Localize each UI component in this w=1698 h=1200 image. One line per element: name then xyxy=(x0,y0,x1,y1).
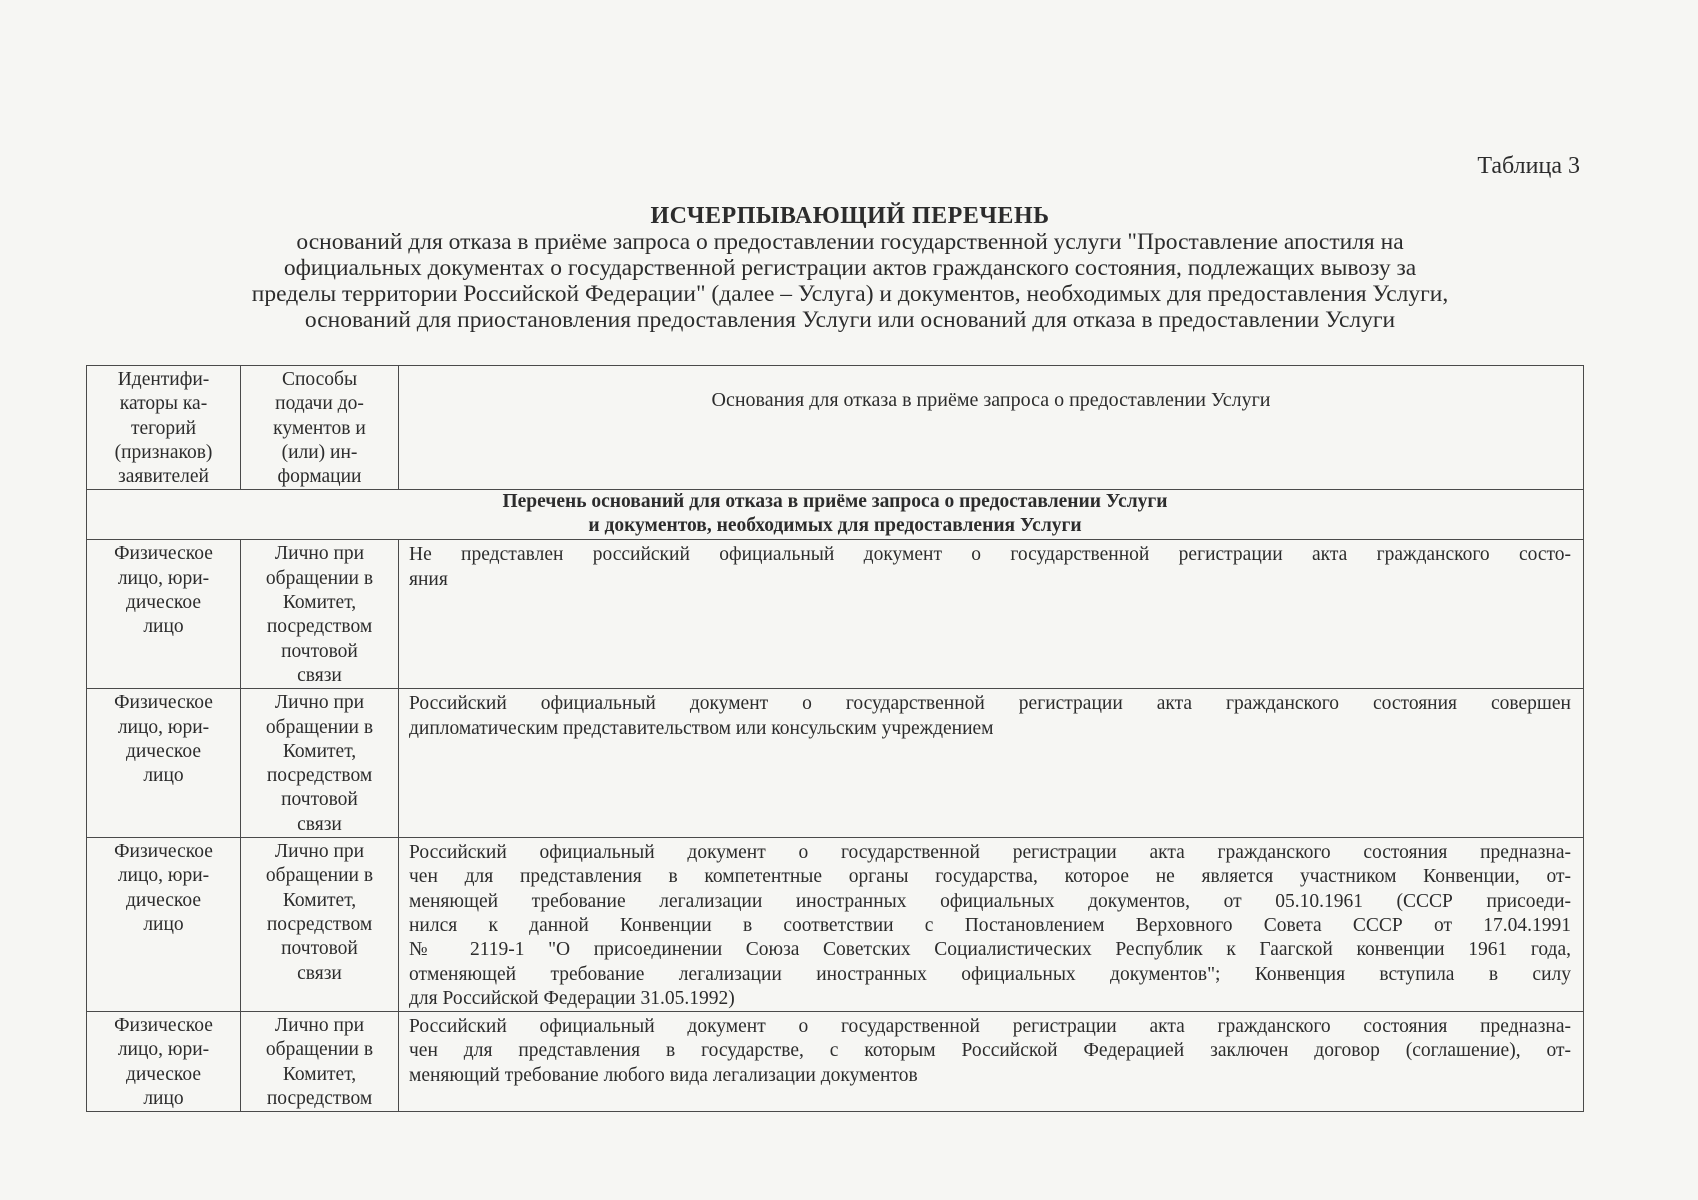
method-text: посредством xyxy=(266,616,373,638)
table-header-row xyxy=(87,366,1584,490)
header-text: Идентифи- xyxy=(117,369,210,390)
reason-text: меняющей требование легализации иностранных официальных документов, от 05.10.1961 (СССР присоеди- xyxy=(409,890,1571,912)
header-text: (признаков) xyxy=(114,441,213,463)
reason-text: для Российской Федерации 31.05.1992) xyxy=(409,987,735,1009)
method-text: Комитет, xyxy=(282,740,357,762)
reason-text: Российский официальный документ о государственной регистрации акта гражданского состояния совершен xyxy=(409,693,1571,715)
applicant-text: Физическое xyxy=(114,841,213,863)
subtitle-line: оснований для отказа в приёме запроса о предоставлении государственной услуги "Проставление апостиля на xyxy=(296,229,1404,255)
applicant-text: дическое xyxy=(125,889,202,911)
applicant-cell xyxy=(87,689,241,838)
header-text: Способы xyxy=(281,369,358,390)
applicant-text: лицо xyxy=(143,913,184,935)
method-text: обращении в xyxy=(265,865,374,887)
applicant-text: Физическое xyxy=(114,543,213,565)
table-row xyxy=(87,1012,1584,1112)
reason-text: чен для представления в государстве, с которым Российской Федерацией заключен договор (соглашение), от- xyxy=(409,1040,1571,1062)
reason-text: дипломатическим представительством или консульским учреждением xyxy=(409,717,994,739)
section-header-text: и документов, необходимых для предоставления Услуги xyxy=(588,515,1082,537)
subtitle-line: оснований для приостановления предоставления Услуги или оснований для отказа в предоставлении Услуги xyxy=(304,307,1396,333)
applicant-text: лицо xyxy=(143,1088,184,1110)
header-text: заявителей xyxy=(118,466,209,488)
section-header-cell xyxy=(87,490,1584,540)
reason-text: № 2119-1 "О присоединении Союза Советских Социалистических Республик к Гаагской конвенции 1961 года, xyxy=(409,939,1571,961)
method-text: обращении в xyxy=(265,1039,374,1061)
method-text: почтовой xyxy=(281,938,358,960)
method-cell xyxy=(241,689,399,838)
applicant-cell xyxy=(87,1012,241,1112)
table-row xyxy=(87,838,1584,1012)
method-text: посредством xyxy=(266,913,373,935)
header-applicant-cell xyxy=(87,366,241,490)
reason-cell xyxy=(399,838,1584,1012)
applicant-text: лицо xyxy=(143,765,184,787)
subtitle-line: пределы территории Российской Федерации" (далее – Услуга) и документов, необходимых для предоставления Услуги, xyxy=(251,281,1449,307)
reason-cell xyxy=(399,1012,1584,1112)
reason-text: чен для представления в компетентные органы государства, которое не является участником Конвенции, от- xyxy=(409,866,1571,888)
method-text: почтовой xyxy=(281,640,358,662)
method-text: почтовой xyxy=(281,789,358,811)
applicant-text: дическое xyxy=(125,1063,202,1085)
method-text: посредством xyxy=(266,1088,373,1110)
applicant-text: лицо, юри- xyxy=(117,865,210,887)
method-text: Комитет, xyxy=(282,592,357,614)
section-header-text: Перечень оснований для отказа в приёме запроса о предоставлении Услуги xyxy=(502,491,1168,513)
method-cell xyxy=(241,1012,399,1112)
subtitle-line: официальных документах о государственной регистрации актов гражданского состояния, подлежащих вывозу за xyxy=(283,255,1417,281)
applicant-text: лицо xyxy=(143,616,184,638)
method-text: Лично при xyxy=(274,692,365,714)
section-header-row xyxy=(87,490,1584,540)
reason-text: Не представлен российский официальный документ о государственной регистрации акта гражданского состо- xyxy=(409,544,1571,566)
method-text: Комитет, xyxy=(282,889,357,911)
header-text: подачи до- xyxy=(275,393,364,415)
reason-text: нился к данной Конвенции в соответствии с Постановлением Верховного Совета СССР от 17.04.1991 xyxy=(409,914,1571,936)
method-text: Комитет, xyxy=(282,1063,357,1085)
applicant-cell xyxy=(87,838,241,1012)
method-text: обращении в xyxy=(265,716,374,738)
method-text: Лично при xyxy=(274,543,365,565)
applicant-text: Физическое xyxy=(114,692,213,714)
applicant-text: дическое xyxy=(125,740,202,762)
header-grounds-cell: Основания для отказа в приёме запроса о предоставлении Услуги xyxy=(399,366,1584,490)
reason-text: отменяющей требование легализации иностранных официальных документов"; Конвенция вступила в силу xyxy=(409,963,1571,985)
document-title: ИСЧЕРПЫВАЮЩИЙ ПЕРЕЧЕНЬ xyxy=(650,203,1050,229)
applicant-text: лицо, юри- xyxy=(117,1039,210,1061)
method-text: связи xyxy=(297,962,342,984)
applicant-text: лицо, юри- xyxy=(117,567,210,589)
reason-text: Российский официальный документ о государственной регистрации акта гражданского состояния предназна- xyxy=(409,842,1571,864)
reason-cell xyxy=(399,540,1584,689)
header-text: (или) ин- xyxy=(281,441,358,463)
method-text: Лично при xyxy=(274,841,365,863)
header-text: кументов и xyxy=(273,417,366,439)
applicant-text: лицо, юри- xyxy=(117,716,210,738)
method-text: обращении в xyxy=(265,567,374,589)
method-cell xyxy=(241,540,399,689)
applicant-text: дическое xyxy=(125,592,202,614)
header-method-cell xyxy=(241,366,399,490)
grounds-table xyxy=(86,365,1584,1112)
applicant-cell xyxy=(87,540,241,689)
applicant-text: Физическое xyxy=(114,1015,213,1037)
reason-text: яния xyxy=(409,568,448,590)
reason-text: меняющий требование любого вида легализации документов xyxy=(409,1064,918,1086)
method-cell xyxy=(241,838,399,1012)
reason-text: Российский официальный документ о государственной регистрации акта гражданского состояния предназна- xyxy=(409,1016,1571,1038)
method-text: связи xyxy=(297,813,342,835)
header-text: тегорий xyxy=(130,417,197,439)
header-text: формации xyxy=(277,466,362,488)
document-subtitle xyxy=(95,229,1605,333)
reason-cell xyxy=(399,689,1584,838)
header-text: каторы ка- xyxy=(119,393,208,415)
table-number: Таблица 3 xyxy=(1477,153,1580,179)
method-text: Лично при xyxy=(274,1015,365,1037)
table-row xyxy=(87,540,1584,689)
method-text: связи xyxy=(297,664,342,686)
method-text: посредством xyxy=(266,765,373,787)
table-row xyxy=(87,689,1584,838)
